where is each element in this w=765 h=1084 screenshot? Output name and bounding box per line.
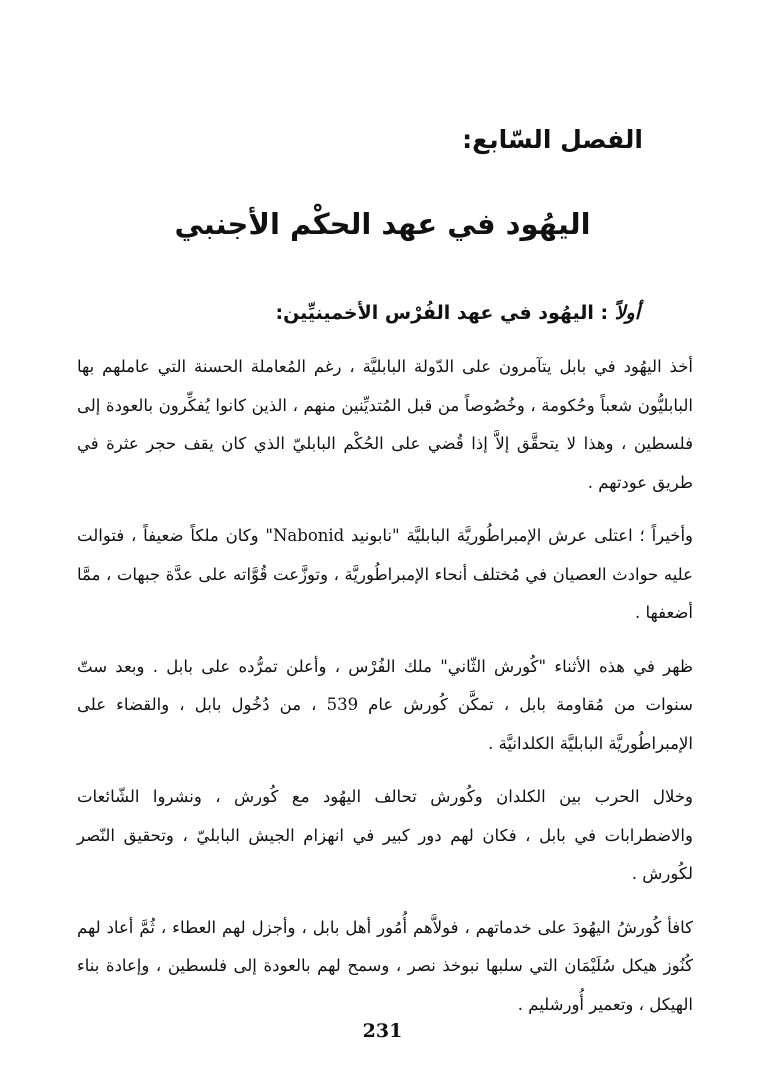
section-separator: : — [593, 302, 615, 324]
paragraph: كافأ كُورشُ اليهُودَ على خدماتهم ، فولاَّهم أُمُور أهل بابل ، وأجزل لهم العطاء ، ثُمَّ أعاد لهم كُنُوز هيكل سُلَيْمَان التي سلبها نبوخذ نصر ، وسمح لهم بالعودة إلى فلسطين ، وإعادة بناء الهيكل ، وتعمير أُورشليم . — [77, 917, 693, 1014]
page-number: 231 — [362, 1020, 403, 1042]
paragraph: ظهر في هذه الأثناء "كُورش الثّاني" ملك الفُرْس ، وأعلن تمرُّده على بابل . وبعد ستّ سنوات من مُقاومة بابل ، تمكَّن كُورش عام 539 ، من دُخُول بابل ، والقضاء على الإمبراطُوريَّة البابليَّة الكلدانيَّة . — [77, 656, 693, 753]
section-heading-text: اليهُود في عهد الفُرْس الأخمينيِّين: — [275, 302, 594, 324]
chapter-title: اليهُود في عهد الحكْم الأجنبي — [174, 207, 591, 241]
paragraph: وأخيراً ؛ اعتلى عرش الإمبراطُوريَّة البابليَّة "نابونيد Nabonid" وكان ملكاً ضعيفاً ، فتوالت عليه حوادث العصيان في مُختلف أنحاء الإمبراطُوريَّة ، وتوزَّعت قُوَّاته على عدَّة جبهات ، ممَّا أضعفها . — [77, 526, 694, 622]
section-ordinal: أولاً — [614, 302, 640, 324]
chapter-label: الفصل السّابع: — [462, 125, 643, 154]
paragraph: أخذ اليهُود في بابل يتآمرون على الدّولة البابليَّة ، رغم المُعاملة الحسنة التي عاملهم بها البابليُّون شعباً وحُكومة ، وخُصُوصاً من قبل المُتديِّنين منهم ، الذين كانوا يُفكِّرون بالعودة إلى فلسطين ، وهذا لا يتحقَّق إلاَّ إذا قُضي على الحُكْم البابليّ الذي كان يقف حجر عثرة في طريق عودتهم . — [77, 357, 693, 492]
paragraph: وخلال الحرب بين الكلدان وكُورش تحالف اليهُود مع كُورش ، ونشروا الشّائعات والاضطرابات في بابل ، فكان لهم دور كبير في انهزام الجيش البابليّ ، وتحقيق النّصر لكُورش . — [77, 787, 693, 883]
body-text — [77, 348, 693, 1039]
section-heading — [275, 298, 640, 328]
